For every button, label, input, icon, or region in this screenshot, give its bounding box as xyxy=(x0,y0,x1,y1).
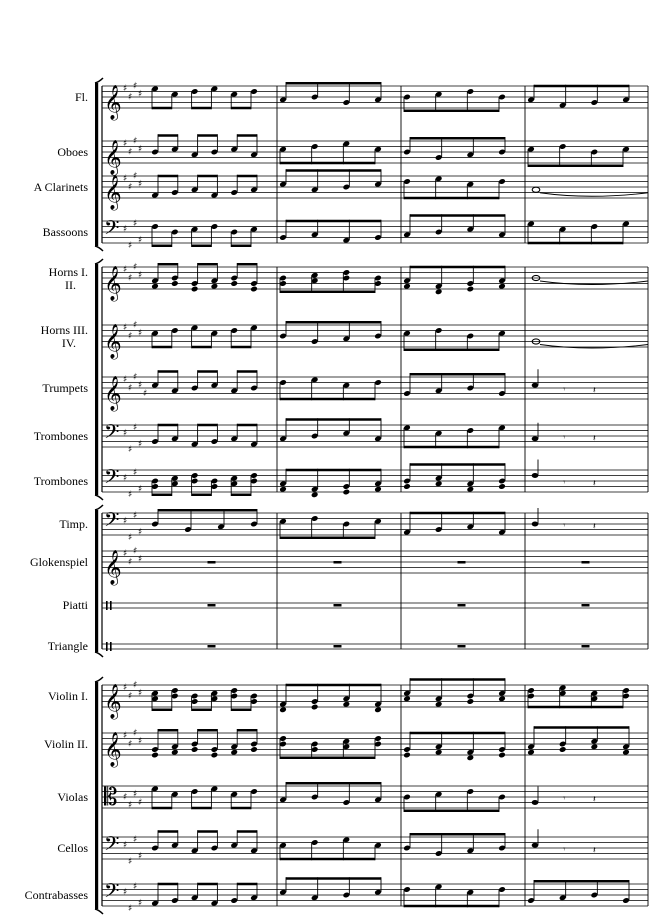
bass-clef-icon: 𝄢 xyxy=(104,879,120,907)
note-head xyxy=(498,483,506,490)
beam xyxy=(237,263,257,266)
eighth-rest: 𝄾 xyxy=(563,794,566,804)
note-head xyxy=(532,436,539,441)
instrument-label: Timp. xyxy=(59,517,88,531)
key-signature xyxy=(123,372,147,399)
staff-horns-1-2 xyxy=(102,262,648,302)
svg-text:♯: ♯ xyxy=(138,439,143,450)
instrument-label: Triangle xyxy=(47,639,88,653)
note-head xyxy=(403,695,411,702)
instrument-label: Bassoons xyxy=(42,225,88,239)
note-head xyxy=(250,746,258,753)
svg-text:♯: ♯ xyxy=(128,241,133,251)
svg-text:♯: ♯ xyxy=(133,728,138,739)
treble-clef-icon: 𝄞 xyxy=(104,550,122,585)
beam xyxy=(192,494,212,497)
beam xyxy=(198,883,218,886)
beam xyxy=(286,469,381,472)
beam xyxy=(198,134,218,137)
instrument-label: A Clarinets xyxy=(33,180,88,194)
note-head xyxy=(435,701,443,708)
note-head xyxy=(527,749,535,756)
svg-text:♯: ♯ xyxy=(133,219,138,229)
svg-text:♯: ♯ xyxy=(128,904,133,914)
beam xyxy=(286,684,381,687)
svg-text:♯: ♯ xyxy=(138,484,143,495)
staff-trombones-1 xyxy=(102,418,648,455)
svg-text:♯: ♯ xyxy=(128,857,133,867)
staff-contrabasses xyxy=(102,877,648,914)
instrument-label: Violin I. xyxy=(48,689,88,703)
svg-text:♯: ♯ xyxy=(123,174,128,184)
whole-rest xyxy=(208,645,216,648)
note-head xyxy=(532,800,539,805)
beam xyxy=(231,245,251,248)
svg-text:♯: ♯ xyxy=(138,270,143,281)
beam xyxy=(410,732,505,735)
quarter-rest: 𝄽 xyxy=(593,386,596,396)
svg-text:♯: ♯ xyxy=(123,139,128,149)
svg-text:♯: ♯ xyxy=(128,147,133,158)
svg-text:♯: ♯ xyxy=(138,179,143,190)
svg-text:♯: ♯ xyxy=(123,224,128,235)
note-head xyxy=(435,749,443,756)
beam xyxy=(237,883,257,886)
svg-text:♯: ♯ xyxy=(133,882,138,892)
staff-trumpets xyxy=(102,369,648,412)
bass-clef-icon: 𝄢 xyxy=(104,216,120,244)
beam xyxy=(286,82,381,85)
svg-text:♯: ♯ xyxy=(123,473,128,484)
instrument-label: Cellos xyxy=(57,841,88,855)
note-head xyxy=(435,288,443,295)
eighth-rest: 𝄾 xyxy=(563,478,566,488)
note-head xyxy=(532,843,539,848)
beam xyxy=(410,678,505,681)
beam xyxy=(158,509,257,512)
svg-text:♯: ♯ xyxy=(133,136,138,147)
beam xyxy=(410,373,505,376)
beam xyxy=(280,858,375,861)
beam xyxy=(158,263,178,266)
svg-text:♯: ♯ xyxy=(123,887,128,898)
note-head xyxy=(151,283,159,290)
beam xyxy=(231,107,251,110)
treble-clef-icon: 𝄞 xyxy=(104,140,122,175)
svg-text:♯: ♯ xyxy=(128,92,133,103)
svg-text:♯: ♯ xyxy=(143,388,148,399)
instrument-label: Piatti xyxy=(62,598,88,612)
eighth-rest: 𝄾 xyxy=(563,845,566,855)
staff-triangle xyxy=(102,642,648,651)
svg-text:♯: ♯ xyxy=(123,375,128,385)
beam xyxy=(158,729,178,732)
beam xyxy=(410,463,505,466)
note-head xyxy=(374,486,382,493)
key-signature xyxy=(123,219,142,251)
svg-text:♯: ♯ xyxy=(133,262,138,273)
svg-text:♯: ♯ xyxy=(128,273,133,284)
beam xyxy=(237,729,257,732)
beam xyxy=(534,880,629,883)
beam xyxy=(410,833,505,836)
note-head xyxy=(151,752,159,759)
tie xyxy=(540,281,648,285)
svg-text:♯: ♯ xyxy=(128,445,133,455)
beam xyxy=(152,709,172,712)
beam xyxy=(198,424,218,427)
whole-rest xyxy=(458,561,466,564)
note-head xyxy=(191,286,199,293)
beam xyxy=(286,782,381,785)
quarter-rest: 𝄽 xyxy=(593,479,596,489)
note-head xyxy=(250,286,258,293)
beam xyxy=(158,134,178,137)
staff-clarinets xyxy=(102,169,648,211)
beam xyxy=(198,830,218,833)
beam xyxy=(286,220,381,223)
note-head xyxy=(230,749,238,756)
beam xyxy=(237,424,257,427)
note-head xyxy=(211,283,219,290)
svg-text:♯: ♯ xyxy=(128,739,133,750)
key-signature xyxy=(123,882,142,914)
beam xyxy=(534,85,629,88)
whole-rest xyxy=(582,604,590,607)
beam xyxy=(231,709,251,712)
svg-text:♯: ♯ xyxy=(133,372,138,383)
instrument-label: Violas xyxy=(57,790,88,804)
beam xyxy=(280,162,375,165)
staff-flute xyxy=(102,81,648,121)
key-signature xyxy=(123,790,142,811)
eighth-rest: 𝄾 xyxy=(563,433,566,443)
instrument-label: Horns I. xyxy=(48,265,88,279)
staff-violin-1 xyxy=(102,678,648,720)
svg-text:♯: ♯ xyxy=(123,428,128,439)
note-head xyxy=(171,280,179,287)
note-head xyxy=(311,491,319,498)
beam xyxy=(280,398,375,401)
svg-text:♯: ♯ xyxy=(133,789,138,800)
svg-text:♯: ♯ xyxy=(138,898,143,909)
beam xyxy=(158,883,178,886)
svg-text:♯: ♯ xyxy=(138,328,143,339)
whole-rest xyxy=(334,645,342,648)
note-head xyxy=(171,749,179,756)
system-bracket xyxy=(95,682,98,909)
beam xyxy=(286,877,381,880)
svg-text:♯: ♯ xyxy=(123,549,128,559)
instrument-label: Trombones xyxy=(33,429,88,443)
bass-clef-icon: 𝄢 xyxy=(104,508,120,536)
instrument-label-line2: II. xyxy=(65,278,76,292)
note-head xyxy=(403,752,411,759)
svg-text:♯: ♯ xyxy=(123,265,128,275)
note-head xyxy=(311,704,319,711)
beam xyxy=(192,807,212,810)
svg-text:♯: ♯ xyxy=(123,792,128,803)
key-signature xyxy=(123,423,142,455)
bass-clef-icon: 𝄢 xyxy=(104,832,120,860)
tie xyxy=(540,345,648,349)
note-head xyxy=(498,752,506,759)
note-head xyxy=(532,522,539,527)
quarter-rest: 𝄽 xyxy=(593,795,596,805)
beam xyxy=(198,729,218,732)
whole-rest xyxy=(458,604,466,607)
eighth-rest: 𝄾 xyxy=(563,385,566,395)
staff-bassoons xyxy=(102,214,648,251)
staff-violas xyxy=(102,782,648,812)
svg-text:♯: ♯ xyxy=(123,683,128,693)
instrument-label: Horns III. xyxy=(40,323,88,337)
beam xyxy=(152,807,172,810)
svg-text:♯: ♯ xyxy=(138,736,143,747)
bass-clef-icon: 𝄢 xyxy=(104,420,120,448)
beam xyxy=(231,346,251,349)
beam xyxy=(237,175,257,178)
note-head xyxy=(622,749,630,756)
svg-text:♯: ♯ xyxy=(138,235,143,246)
staff-trombones-2 xyxy=(102,460,648,501)
treble-clef-icon: 𝄞 xyxy=(104,684,122,719)
svg-text:♯: ♯ xyxy=(123,516,128,527)
instrument-label: Trumpets xyxy=(42,381,88,395)
quarter-rest: 𝄽 xyxy=(593,434,596,444)
staff-cellos xyxy=(102,829,648,867)
note-head xyxy=(435,480,443,487)
quarter-rest: 𝄽 xyxy=(593,846,596,856)
beam xyxy=(152,107,172,110)
beam xyxy=(192,709,212,712)
beam xyxy=(404,349,499,352)
beam xyxy=(198,263,218,266)
beam xyxy=(152,346,172,349)
svg-text:♯: ♯ xyxy=(138,380,143,391)
note-head xyxy=(532,383,539,388)
instrument-label: Trombones xyxy=(33,474,88,488)
instrument-label: Contrabasses xyxy=(24,888,88,902)
svg-text:♯: ♯ xyxy=(133,320,138,331)
system-bracket xyxy=(95,83,98,246)
beam xyxy=(152,245,172,248)
treble-clef-icon: 𝄞 xyxy=(104,324,122,359)
note-head xyxy=(498,695,506,702)
note-head xyxy=(532,473,539,478)
treble-clef-icon: 𝄞 xyxy=(104,732,122,767)
beam xyxy=(286,321,381,324)
beam xyxy=(534,726,629,729)
note-head xyxy=(230,280,238,287)
beam xyxy=(404,110,499,113)
note-head xyxy=(343,489,351,496)
beam xyxy=(158,424,178,427)
whole-rest xyxy=(334,604,342,607)
beam xyxy=(410,512,505,515)
beam xyxy=(237,830,257,833)
svg-text:♯: ♯ xyxy=(138,527,143,538)
beam xyxy=(404,197,499,200)
beam xyxy=(280,537,375,540)
beam xyxy=(528,242,623,245)
system-bracket xyxy=(95,510,98,652)
svg-text:♯: ♯ xyxy=(133,835,138,845)
bass-clef-icon: 𝄢 xyxy=(104,465,120,493)
key-signature xyxy=(123,511,142,543)
beam xyxy=(237,134,257,137)
svg-text:♯: ♯ xyxy=(123,731,128,741)
percussion-clef-icon xyxy=(106,642,112,651)
svg-text:♯: ♯ xyxy=(133,680,138,691)
svg-text:♯: ♯ xyxy=(128,533,133,543)
svg-text:♯: ♯ xyxy=(128,490,133,500)
instrument-label: Oboes xyxy=(57,145,88,159)
svg-text:♯: ♯ xyxy=(123,840,128,851)
tie xyxy=(540,193,648,197)
svg-text:♯: ♯ xyxy=(138,797,143,808)
instrument-label: Violin II. xyxy=(44,737,88,751)
note-head xyxy=(279,486,287,493)
beam xyxy=(528,706,623,709)
beam xyxy=(158,830,178,833)
beam xyxy=(280,757,375,760)
beam xyxy=(286,418,381,421)
svg-text:♯: ♯ xyxy=(128,383,133,394)
note-head xyxy=(467,486,475,493)
whole-rest xyxy=(582,645,590,648)
note-head xyxy=(403,483,411,490)
beam xyxy=(410,266,505,269)
treble-clef-icon: 𝄞 xyxy=(104,266,122,301)
beam xyxy=(198,175,218,178)
treble-clef-icon: 𝄞 xyxy=(104,85,122,120)
instrument-label: Glokenspiel xyxy=(30,555,88,569)
beam xyxy=(192,346,212,349)
svg-text:♯: ♯ xyxy=(133,171,138,182)
note-head xyxy=(532,187,540,192)
note-head xyxy=(279,706,287,713)
svg-text:♯: ♯ xyxy=(138,89,143,100)
staff-horns-3-4 xyxy=(102,320,648,360)
alto-clef-icon: 𝄡 xyxy=(104,783,118,811)
svg-text:♯: ♯ xyxy=(128,331,133,342)
svg-text:♯: ♯ xyxy=(128,182,133,193)
note-head xyxy=(211,752,219,759)
svg-text:♯: ♯ xyxy=(128,800,133,811)
beam xyxy=(237,370,257,373)
beam xyxy=(231,807,251,810)
note-head xyxy=(343,701,351,708)
key-signature xyxy=(123,835,142,867)
svg-text:♯: ♯ xyxy=(123,84,128,94)
beam xyxy=(152,494,172,497)
svg-text:♯: ♯ xyxy=(138,554,143,565)
note-head xyxy=(403,283,411,290)
svg-text:♯: ♯ xyxy=(128,557,133,568)
beam xyxy=(286,169,381,172)
key-signature xyxy=(123,468,142,500)
staff-piatti xyxy=(102,601,648,610)
whole-rest xyxy=(458,645,466,648)
whole-rest xyxy=(334,561,342,564)
system-bracket xyxy=(95,264,98,495)
treble-clef-icon: 𝄞 xyxy=(104,175,122,210)
svg-text:♯: ♯ xyxy=(123,323,128,333)
note-head xyxy=(591,743,599,750)
instrument-label-line2: IV. xyxy=(61,336,76,350)
beam xyxy=(192,245,212,248)
staff-violin-2 xyxy=(102,726,648,768)
svg-text:♯: ♯ xyxy=(128,691,133,702)
svg-text:♯: ♯ xyxy=(138,851,143,862)
beam xyxy=(528,165,623,168)
beam xyxy=(410,214,505,217)
beam xyxy=(198,370,218,373)
beam xyxy=(192,107,212,110)
note-head xyxy=(467,286,475,293)
svg-text:♯: ♯ xyxy=(133,546,138,557)
beam xyxy=(158,175,178,178)
note-head xyxy=(559,746,567,753)
svg-text:♯: ♯ xyxy=(133,81,138,92)
beam xyxy=(280,291,375,294)
staff-glockenspiel xyxy=(102,546,648,586)
note-head xyxy=(374,706,382,713)
note-head xyxy=(467,754,475,761)
whole-rest xyxy=(582,561,590,564)
quarter-rest: 𝄽 xyxy=(593,522,596,532)
beam xyxy=(410,137,505,140)
instrument-label: Fl. xyxy=(74,90,88,104)
whole-rest xyxy=(208,604,216,607)
beam xyxy=(404,810,499,813)
note-head xyxy=(498,283,506,290)
svg-text:♯: ♯ xyxy=(138,688,143,699)
svg-text:♯: ♯ xyxy=(133,423,138,433)
note-head xyxy=(191,746,199,753)
svg-text:♯: ♯ xyxy=(133,468,138,478)
beam xyxy=(231,494,251,497)
staff-timpani xyxy=(102,508,648,543)
beam xyxy=(404,446,499,449)
eighth-rest: 𝄾 xyxy=(563,521,566,531)
whole-rest xyxy=(208,561,216,564)
treble-clef-icon: 𝄞 xyxy=(104,376,122,411)
svg-text:♯: ♯ xyxy=(138,144,143,155)
note-head xyxy=(467,698,475,705)
percussion-clef-icon xyxy=(106,601,112,610)
beam xyxy=(158,370,178,373)
svg-text:♯: ♯ xyxy=(133,511,138,521)
beam xyxy=(404,905,499,908)
